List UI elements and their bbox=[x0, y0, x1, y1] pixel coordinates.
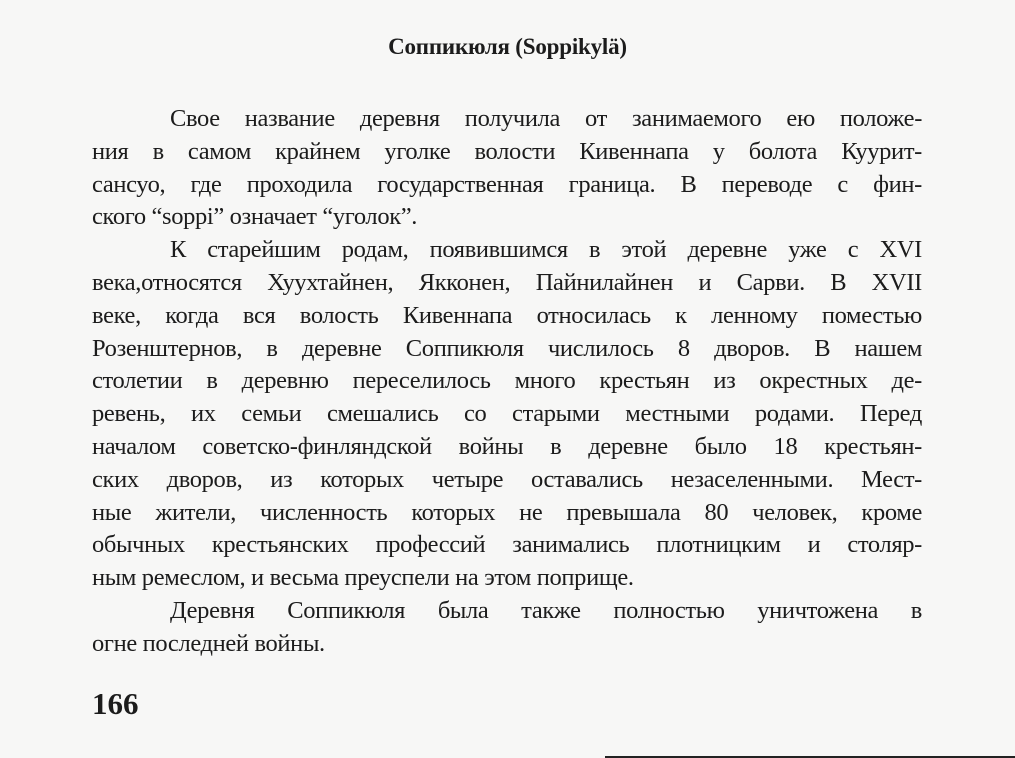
text-line: Розенштернов, в деревне Соппикюля числилось 8 дворов. В нашем bbox=[92, 334, 922, 362]
text-line: столетии в деревню переселилось много крестьян из окрестных де- bbox=[92, 367, 922, 395]
text-line: века,относятся Хуухтайнен, Якконен, Пайнилайнен и Сарви. В XVII bbox=[92, 268, 922, 296]
text-line: обычных крестьянских профессий занимались плотницким и столяр- bbox=[92, 531, 922, 559]
page-title: Соппикюля (Soppikylä) bbox=[388, 34, 627, 59]
page-number: 166 bbox=[92, 686, 139, 721]
text-line: ния в самом крайнем уголке волости Кивеннапа у болота Куурит- bbox=[92, 137, 922, 165]
text-line: ревень, их семьи смешались со старыми местными родами. Перед bbox=[92, 400, 922, 428]
text-line: Деревня Соппикюля была также полностью уничтожена в bbox=[170, 596, 922, 624]
body-text bbox=[92, 103, 922, 661]
text-line: ских дворов, из которых четыре оставались незаселенными. Мест- bbox=[92, 465, 922, 493]
text-line: ные жители, численность которых не превышала 80 человек, кроме bbox=[92, 498, 922, 526]
text-line: Свое название деревня получила от занимаемого ею положе- bbox=[170, 105, 922, 132]
text-line: ского “soppi” означает “уголок”. bbox=[92, 203, 418, 231]
text-line: сансуо, где проходила государственная граница. В переводе с фин- bbox=[92, 170, 922, 198]
text-line: К старейшим родам, появившимся в этой деревне уже с XVI bbox=[170, 236, 922, 264]
text-line: ным ремеслом, и весьма преуспели на этом поприще. bbox=[92, 564, 634, 592]
text-line: началом советско-финляндской войны в деревне было 18 крестьян- bbox=[92, 432, 922, 460]
text-line: веке, когда вся волость Кивеннапа относилась к ленному поместью bbox=[92, 301, 922, 329]
text-line: огне последней войны. bbox=[92, 629, 325, 657]
